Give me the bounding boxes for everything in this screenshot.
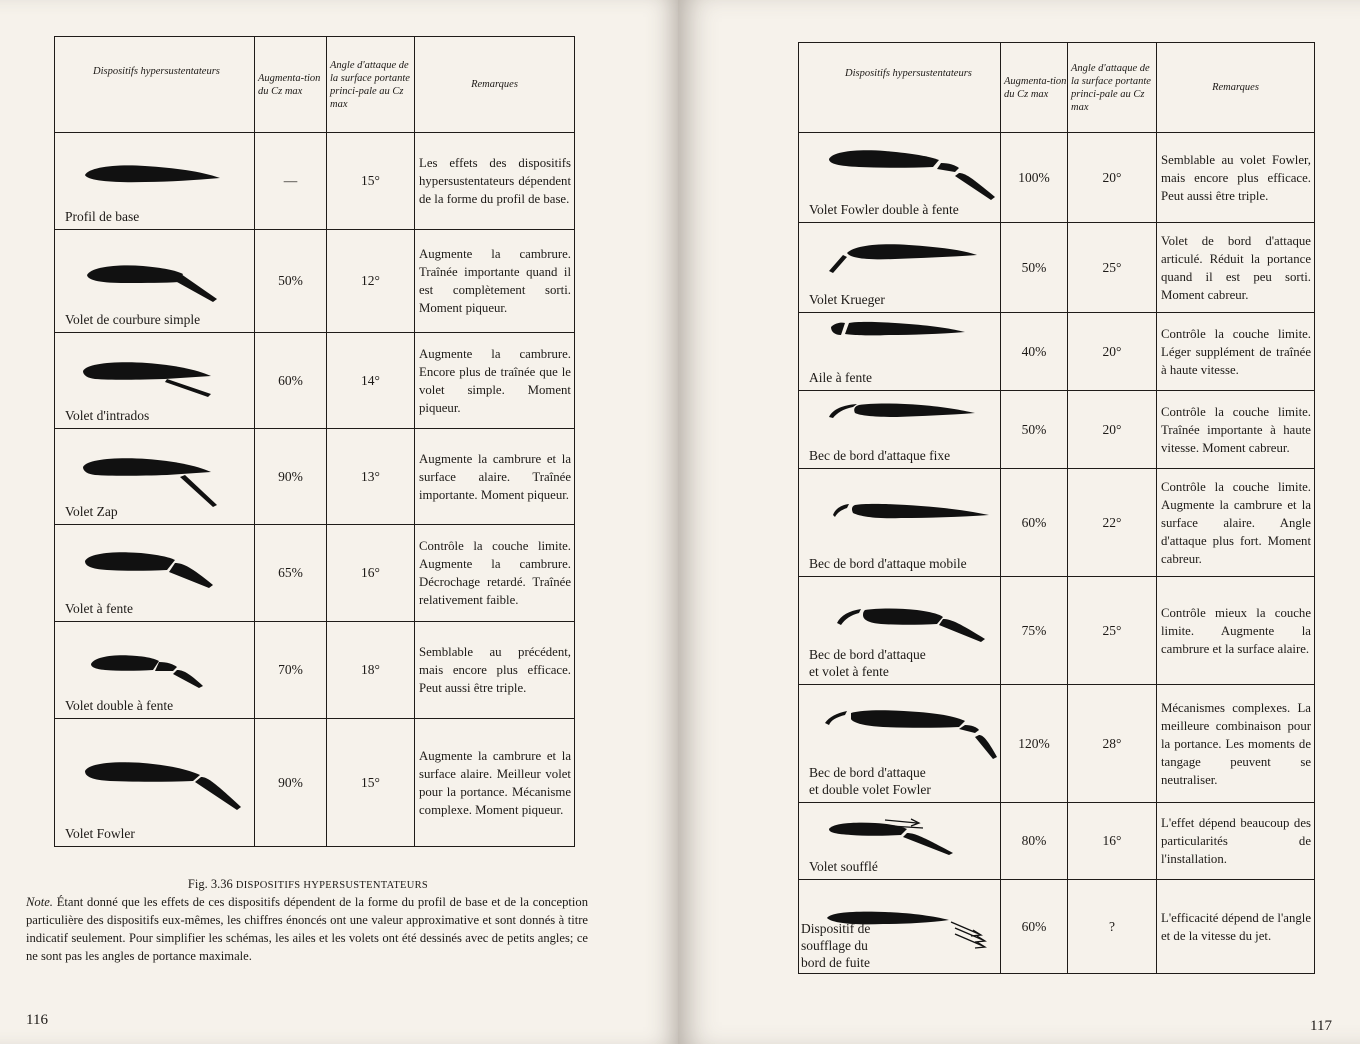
- remark-text: Volet de bord d'attaque articulé. Réduit la portance quand il est peu sorti. Moment cabreur.: [1157, 223, 1315, 313]
- device-name: Volet Krueger: [809, 292, 885, 307]
- increase-value: 65%: [255, 525, 327, 622]
- increase-value: 50%: [1001, 223, 1068, 313]
- device-name: Dispositif de soufflage du bord de fuite: [801, 921, 871, 970]
- angle-value: 16°: [327, 525, 415, 622]
- angle-value: 15°: [327, 719, 415, 847]
- table-row: [55, 230, 575, 333]
- device-name: Bec de bord d'attaque et volet à fente: [809, 647, 926, 679]
- header-increase: Augmenta-tion du Cz max: [1001, 43, 1068, 133]
- device-name: Volet double à fente: [65, 698, 174, 713]
- device-cell: [799, 880, 1001, 974]
- device-name: Volet d'intrados: [65, 408, 150, 423]
- table-row: [799, 223, 1315, 313]
- device-cell: [55, 525, 255, 622]
- figure-caption: [26, 877, 590, 892]
- page-number-right: 117: [1310, 1018, 1332, 1034]
- header-angle: Angle d'attaque de la surface portante princi-pale au Cz max: [1068, 43, 1157, 133]
- table-row: [799, 577, 1315, 685]
- page-number-left: 116: [26, 1012, 48, 1028]
- angle-value: 14°: [327, 333, 415, 429]
- remark-text: Contrôle mieux la couche limite. Augmente la cambrure et la surface alaire.: [1157, 577, 1315, 685]
- angle-value: 25°: [1068, 223, 1157, 313]
- increase-value: 50%: [1001, 391, 1068, 469]
- remark-text: Semblable au volet Fowler, mais encore plus efficace. Peut aussi être triple.: [1157, 133, 1315, 223]
- header-remarks: Remarques: [415, 37, 575, 133]
- table-row: [55, 525, 575, 622]
- angle-value: 25°: [1068, 577, 1157, 685]
- angle-value: 18°: [327, 622, 415, 719]
- device-cell: [799, 685, 1001, 803]
- table-row: [799, 391, 1315, 469]
- remark-text: Semblable au précédent, mais encore plus efficace. Peut aussi être triple.: [415, 622, 575, 719]
- device-name: Profil de base: [65, 209, 140, 224]
- remark-text: Contrôle la couche limite. Traînée importante à haute vitesse. Moment cabreur.: [1157, 391, 1315, 469]
- header-device: Dispositifs hypersustentateurs: [55, 37, 255, 133]
- device-name: Volet Fowler: [65, 826, 135, 841]
- angle-value: 22°: [1068, 469, 1157, 577]
- device-name: Volet à fente: [65, 601, 133, 616]
- increase-value: 60%: [255, 333, 327, 429]
- angle-value: ?: [1068, 880, 1157, 974]
- caption-title: DISPOSITIFS HYPERSUSTENTATEURS: [235, 880, 429, 891]
- table-row: [799, 685, 1315, 803]
- angle-value: 15°: [327, 133, 415, 230]
- remark-text: Contrôle la couche limite. Augmente la cambrure. Décrochage retardé. Traînée relativement faible.: [415, 525, 575, 622]
- angle-value: 13°: [327, 429, 415, 525]
- remark-text: Mécanismes complexes. La meilleure combinaison pour la portance. Les moments de tangage peuvent se neutraliser.: [1157, 685, 1315, 803]
- header-angle: Angle d'attaque de la surface portante princi-pale au Cz max: [327, 37, 415, 133]
- remark-text: Contrôle la couche limite. Augmente la cambrure et la surface alaire. Angle d'attaque plus fort. Moment cabreur.: [1157, 469, 1315, 577]
- increase-value: 90%: [255, 719, 327, 847]
- increase-value: 100%: [1001, 133, 1068, 223]
- device-cell: [799, 803, 1001, 880]
- remark-text: Les effets des dispositifs hypersustentateurs dépendent de la forme du profil de base.: [415, 133, 575, 230]
- table-row: [799, 133, 1315, 223]
- right-page: [678, 0, 1360, 1044]
- table-row: [55, 429, 575, 525]
- remark-text: Augmente la cambrure et la surface alaire. Meilleur volet pour la portance. Mécanisme complexe. Moment piqueur.: [415, 719, 575, 847]
- device-cell: [799, 391, 1001, 469]
- device-cell: [799, 313, 1001, 391]
- table-row: [55, 622, 575, 719]
- table-header-row: [55, 37, 575, 133]
- table-row: [799, 803, 1315, 880]
- table-row: [55, 719, 575, 847]
- right-devices-table: [798, 42, 1315, 974]
- increase-value: 70%: [255, 622, 327, 719]
- note-label: Note.: [26, 895, 53, 909]
- device-cell: [55, 133, 255, 230]
- angle-value: 12°: [327, 230, 415, 333]
- device-name: Volet Fowler double à fente: [809, 202, 959, 217]
- device-name: Aile à fente: [809, 370, 872, 385]
- left-page: [0, 0, 678, 1044]
- device-cell: [55, 622, 255, 719]
- increase-value: 60%: [1001, 880, 1068, 974]
- device-name: Bec de bord d'attaque fixe: [809, 448, 951, 463]
- table-row: [799, 313, 1315, 391]
- device-name: Bec de bord d'attaque et double volet Fowler: [809, 765, 931, 797]
- remark-text: L'effet dépend beaucoup des particularités de l'installation.: [1157, 803, 1315, 880]
- note-paragraph: [26, 893, 588, 965]
- table-row: [799, 469, 1315, 577]
- increase-value: 75%: [1001, 577, 1068, 685]
- increase-value: 80%: [1001, 803, 1068, 880]
- increase-value: —: [255, 133, 327, 230]
- remark-text: Augmente la cambrure. Traînée importante quand il est complètement sorti. Moment piqueur.: [415, 230, 575, 333]
- device-cell: [799, 223, 1001, 313]
- header-increase: Augmenta-tion du Cz max: [255, 37, 327, 133]
- increase-value: 60%: [1001, 469, 1068, 577]
- device-cell: [55, 429, 255, 525]
- table-row: [55, 333, 575, 429]
- caption-prefix: Fig. 3.36: [187, 877, 233, 891]
- angle-value: 16°: [1068, 803, 1157, 880]
- header-remarks: Remarques: [1157, 43, 1315, 133]
- device-cell: [55, 333, 255, 429]
- device-name: Volet Zap: [65, 504, 118, 519]
- angle-value: 20°: [1068, 133, 1157, 223]
- header-device: Dispositifs hypersustentateurs: [799, 43, 1001, 133]
- device-cell: [55, 230, 255, 333]
- device-cell: [55, 719, 255, 847]
- remark-text: Contrôle la couche limite. Léger supplément de traînée à haute vitesse.: [1157, 313, 1315, 391]
- table-row: [799, 880, 1315, 974]
- increase-value: 90%: [255, 429, 327, 525]
- increase-value: 120%: [1001, 685, 1068, 803]
- table-header-row: [799, 43, 1315, 133]
- device-cell: [799, 577, 1001, 685]
- increase-value: 40%: [1001, 313, 1068, 391]
- left-devices-table: [54, 36, 575, 847]
- remark-text: Augmente la cambrure et la surface alaire. Traînée importante. Moment piqueur.: [415, 429, 575, 525]
- table-row: [55, 133, 575, 230]
- angle-value: 20°: [1068, 313, 1157, 391]
- angle-value: 28°: [1068, 685, 1157, 803]
- remark-text: Augmente la cambrure. Encore plus de traînée que le volet simple. Moment piqueur.: [415, 333, 575, 429]
- device-cell: [799, 133, 1001, 223]
- remark-text: L'efficacité dépend de l'angle et de la vitesse du jet.: [1157, 880, 1315, 974]
- device-name: Volet de courbure simple: [65, 312, 201, 327]
- device-name: Volet soufflé: [809, 859, 878, 874]
- angle-value: 20°: [1068, 391, 1157, 469]
- note-text: Étant donné que les effets de ces dispositifs dépendent de la forme du profil de base et de la conception particulière des dispositifs eux-mêmes, les chiffres énoncés ont une valeur approximative et sont donnés à titre indicatif seulement. Pour simplifier les schémas, les ailes et les volets ont été dessinés avec de petits angles; ce ne sont pas les angles de portance maximale.: [26, 895, 588, 963]
- increase-value: 50%: [255, 230, 327, 333]
- device-name: Bec de bord d'attaque mobile: [809, 556, 967, 571]
- device-cell: [799, 469, 1001, 577]
